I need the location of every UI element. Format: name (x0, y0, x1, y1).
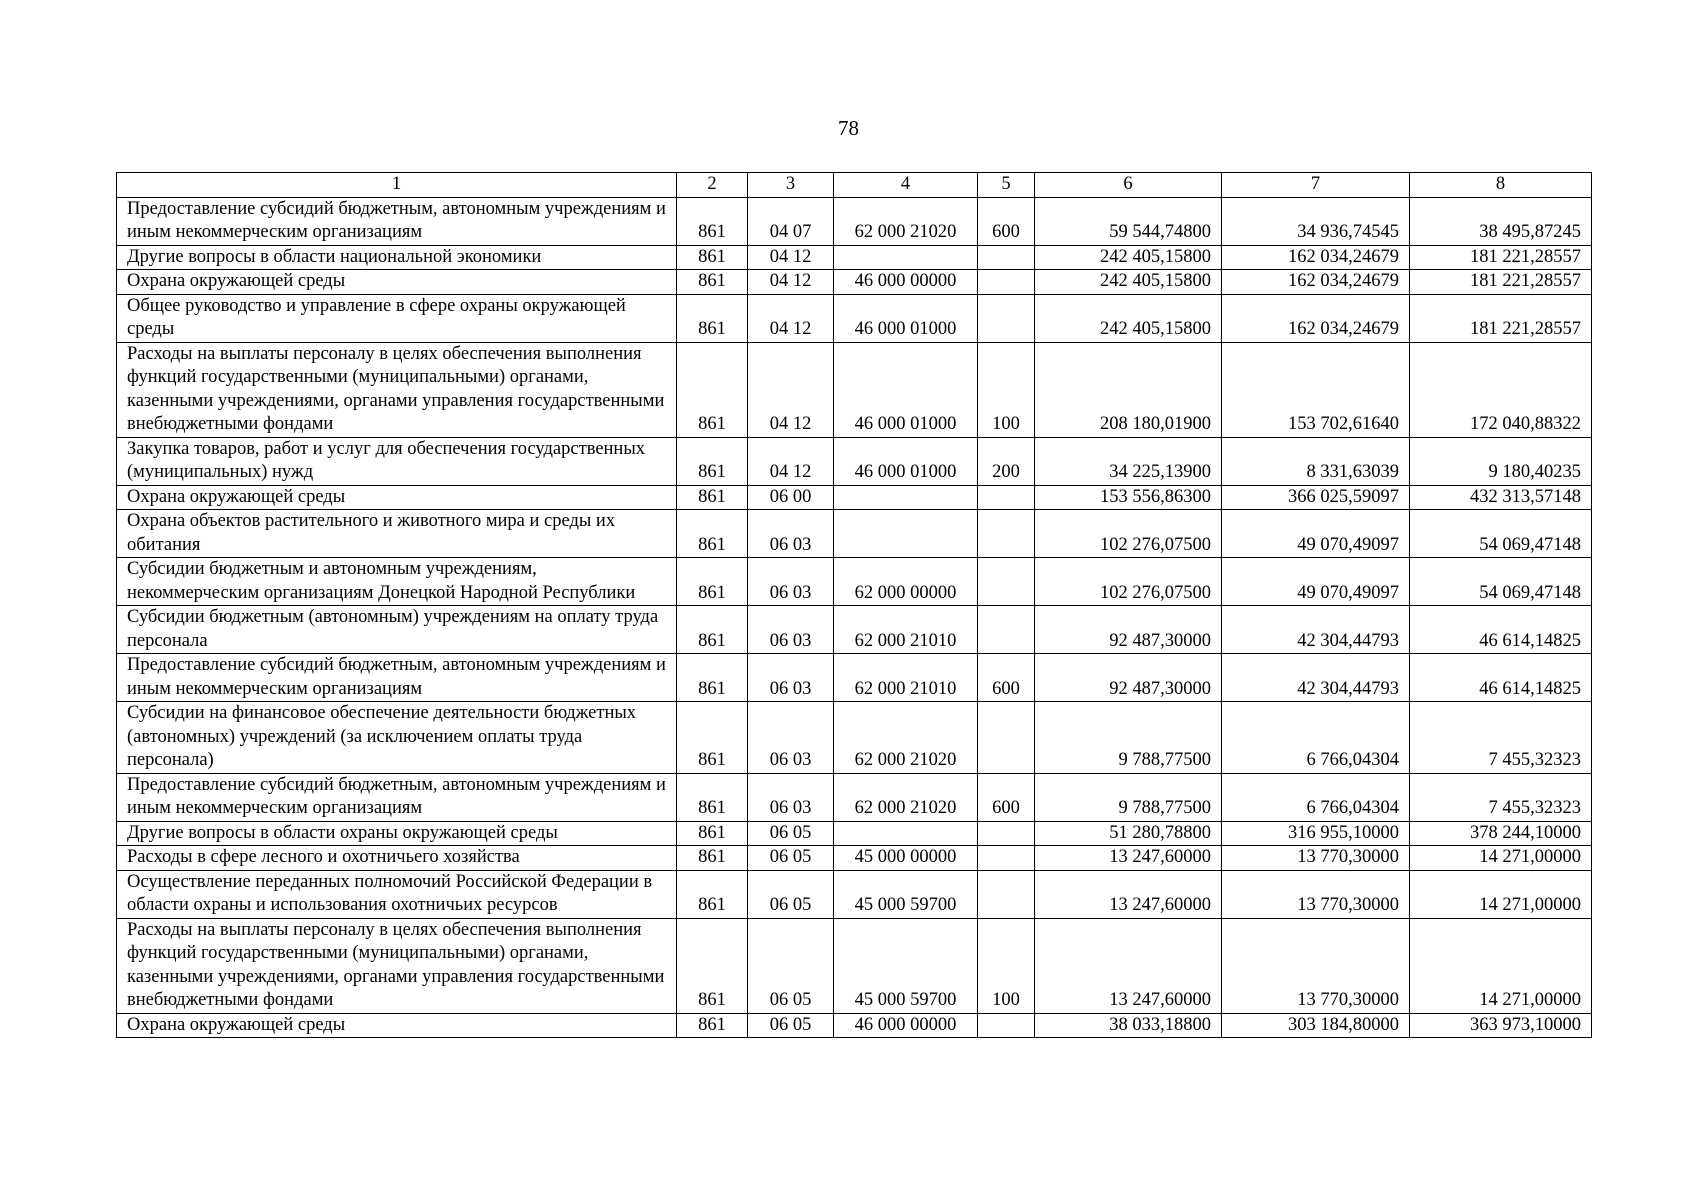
expense-name-cell: Другие вопросы в области национальной экономики (117, 245, 677, 270)
column-header: 8 (1410, 173, 1592, 198)
target-article-cell: 62 000 21010 (834, 654, 978, 702)
amount-cell: 59 544,74800 (1035, 197, 1222, 245)
section-code-cell: 06 03 (748, 654, 834, 702)
ministry-code-cell: 861 (677, 342, 748, 437)
expense-type-cell: 200 (978, 437, 1035, 485)
amount-cell: 38 495,87245 (1410, 197, 1592, 245)
table-row (117, 558, 1592, 606)
table-row (117, 245, 1592, 270)
section-code-cell: 06 00 (748, 485, 834, 510)
expense-type-cell (978, 485, 1035, 510)
amount-cell: 181 221,28557 (1410, 245, 1592, 270)
amount-cell: 92 487,30000 (1035, 606, 1222, 654)
amount-cell: 54 069,47148 (1410, 510, 1592, 558)
expense-type-cell (978, 821, 1035, 846)
target-article-cell: 46 000 00000 (834, 270, 978, 295)
table-row (117, 485, 1592, 510)
ministry-code-cell: 861 (677, 510, 748, 558)
expense-type-cell: 100 (978, 918, 1035, 1013)
amount-cell: 49 070,49097 (1222, 558, 1410, 606)
section-code-cell: 06 03 (748, 558, 834, 606)
expense-type-cell (978, 846, 1035, 871)
table-row (117, 918, 1592, 1013)
ministry-code-cell: 861 (677, 294, 748, 342)
amount-cell: 46 614,14825 (1410, 654, 1592, 702)
target-article-cell: 46 000 00000 (834, 1013, 978, 1038)
target-article-cell: 46 000 01000 (834, 294, 978, 342)
column-header: 1 (117, 173, 677, 198)
target-article-cell: 62 000 00000 (834, 558, 978, 606)
expense-type-cell: 100 (978, 342, 1035, 437)
ministry-code-cell: 861 (677, 1013, 748, 1038)
amount-cell: 13 247,60000 (1035, 918, 1222, 1013)
column-header: 5 (978, 173, 1035, 198)
ministry-code-cell: 861 (677, 773, 748, 821)
expense-name-cell: Охрана окружающей среды (117, 485, 677, 510)
expense-type-cell: 600 (978, 773, 1035, 821)
expense-type-cell (978, 510, 1035, 558)
target-article-cell: 45 000 00000 (834, 846, 978, 871)
ministry-code-cell: 861 (677, 485, 748, 510)
section-code-cell: 06 05 (748, 1013, 834, 1038)
table-row (117, 821, 1592, 846)
expense-name-cell: Предоставление субсидий бюджетным, автономным учреждениям и иным некоммерческим организациям (117, 197, 677, 245)
table-row (117, 437, 1592, 485)
amount-cell: 13 770,30000 (1222, 870, 1410, 918)
amount-cell: 8 331,63039 (1222, 437, 1410, 485)
expense-type-cell (978, 558, 1035, 606)
column-header: 4 (834, 173, 978, 198)
amount-cell: 13 770,30000 (1222, 918, 1410, 1013)
amount-cell: 9 180,40235 (1410, 437, 1592, 485)
table-body (117, 197, 1592, 1038)
amount-cell: 181 221,28557 (1410, 294, 1592, 342)
amount-cell: 42 304,44793 (1222, 606, 1410, 654)
amount-cell: 242 405,15800 (1035, 294, 1222, 342)
expense-type-cell (978, 270, 1035, 295)
column-header: 7 (1222, 173, 1410, 198)
amount-cell: 51 280,78800 (1035, 821, 1222, 846)
amount-cell: 7 455,32323 (1410, 702, 1592, 774)
expense-type-cell (978, 870, 1035, 918)
section-code-cell: 06 03 (748, 702, 834, 774)
expense-name-cell: Субсидии бюджетным и автономным учреждениям, некоммерческим организациям Донецкой Народной Республики (117, 558, 677, 606)
ministry-code-cell: 861 (677, 558, 748, 606)
expense-type-cell: 600 (978, 654, 1035, 702)
section-code-cell: 04 12 (748, 245, 834, 270)
amount-cell: 9 788,77500 (1035, 702, 1222, 774)
amount-cell: 6 766,04304 (1222, 702, 1410, 774)
budget-table (116, 172, 1592, 1038)
section-code-cell: 06 03 (748, 773, 834, 821)
amount-cell: 14 271,00000 (1410, 846, 1592, 871)
amount-cell: 102 276,07500 (1035, 510, 1222, 558)
ministry-code-cell: 861 (677, 606, 748, 654)
amount-cell: 181 221,28557 (1410, 270, 1592, 295)
ministry-code-cell: 861 (677, 197, 748, 245)
expense-name-cell: Общее руководство и управление в сфере охраны окружающей среды (117, 294, 677, 342)
target-article-cell: 45 000 59700 (834, 870, 978, 918)
table-row (117, 1013, 1592, 1038)
amount-cell: 13 247,60000 (1035, 870, 1222, 918)
amount-cell: 153 556,86300 (1035, 485, 1222, 510)
amount-cell: 363 973,10000 (1410, 1013, 1592, 1038)
section-code-cell: 06 05 (748, 821, 834, 846)
amount-cell: 208 180,01900 (1035, 342, 1222, 437)
amount-cell: 38 033,18800 (1035, 1013, 1222, 1038)
amount-cell: 14 271,00000 (1410, 870, 1592, 918)
target-article-cell: 46 000 01000 (834, 437, 978, 485)
ministry-code-cell: 861 (677, 870, 748, 918)
amount-cell: 242 405,15800 (1035, 245, 1222, 270)
target-article-cell: 45 000 59700 (834, 918, 978, 1013)
amount-cell: 316 955,10000 (1222, 821, 1410, 846)
expense-name-cell: Субсидии на финансовое обеспечение деятельности бюджетных (автономных) учреждений (за исключением оплаты труда персонала) (117, 702, 677, 774)
expense-name-cell: Закупка товаров, работ и услуг для обеспечения государственных (муниципальных) нужд (117, 437, 677, 485)
section-code-cell: 06 05 (748, 846, 834, 871)
table-row (117, 702, 1592, 774)
table-row (117, 270, 1592, 295)
amount-cell: 34 936,74545 (1222, 197, 1410, 245)
amount-cell: 9 788,77500 (1035, 773, 1222, 821)
column-header: 2 (677, 173, 748, 198)
table-row (117, 654, 1592, 702)
table-row (117, 773, 1592, 821)
expense-type-cell (978, 245, 1035, 270)
target-article-cell (834, 485, 978, 510)
table-row (117, 197, 1592, 245)
amount-cell: 7 455,32323 (1410, 773, 1592, 821)
table-row (117, 342, 1592, 437)
expense-name-cell: Предоставление субсидий бюджетным, автономным учреждениям и иным некоммерческим организациям (117, 654, 677, 702)
target-article-cell (834, 821, 978, 846)
ministry-code-cell: 861 (677, 846, 748, 871)
expense-name-cell: Осуществление переданных полномочий Российской Федерации в области охраны и использования охотничьих ресурсов (117, 870, 677, 918)
amount-cell: 92 487,30000 (1035, 654, 1222, 702)
amount-cell: 13 247,60000 (1035, 846, 1222, 871)
page-number: 78 (838, 116, 859, 140)
column-header: 3 (748, 173, 834, 198)
target-article-cell: 46 000 01000 (834, 342, 978, 437)
amount-cell: 46 614,14825 (1410, 606, 1592, 654)
amount-cell: 54 069,47148 (1410, 558, 1592, 606)
ministry-code-cell: 861 (677, 821, 748, 846)
section-code-cell: 06 03 (748, 510, 834, 558)
amount-cell: 378 244,10000 (1410, 821, 1592, 846)
section-code-cell: 06 03 (748, 606, 834, 654)
section-code-cell: 04 12 (748, 437, 834, 485)
ministry-code-cell: 861 (677, 245, 748, 270)
amount-cell: 42 304,44793 (1222, 654, 1410, 702)
section-code-cell: 04 12 (748, 342, 834, 437)
ministry-code-cell: 861 (677, 270, 748, 295)
expense-name-cell: Предоставление субсидий бюджетным, автономным учреждениям и иным некоммерческим организациям (117, 773, 677, 821)
expense-type-cell: 600 (978, 197, 1035, 245)
ministry-code-cell: 861 (677, 437, 748, 485)
expense-name-cell: Другие вопросы в области охраны окружающей среды (117, 821, 677, 846)
amount-cell: 153 702,61640 (1222, 342, 1410, 437)
target-article-cell (834, 245, 978, 270)
section-code-cell: 06 05 (748, 918, 834, 1013)
table-row (117, 510, 1592, 558)
amount-cell: 366 025,59097 (1222, 485, 1410, 510)
ministry-code-cell: 861 (677, 654, 748, 702)
expense-name-cell: Расходы на выплаты персоналу в целях обеспечения выполнения функций государственными (муниципальными) органами, казенными учреждениями, органами управления государственными внебюджетными фондами (117, 918, 677, 1013)
target-article-cell (834, 510, 978, 558)
expense-name-cell: Охрана окружающей среды (117, 270, 677, 295)
amount-cell: 13 770,30000 (1222, 846, 1410, 871)
ministry-code-cell: 861 (677, 918, 748, 1013)
amount-cell: 172 040,88322 (1410, 342, 1592, 437)
expense-type-cell (978, 1013, 1035, 1038)
target-article-cell: 62 000 21020 (834, 702, 978, 774)
expense-type-cell (978, 702, 1035, 774)
column-header: 6 (1035, 173, 1222, 198)
expense-type-cell (978, 606, 1035, 654)
section-code-cell: 04 12 (748, 294, 834, 342)
amount-cell: 14 271,00000 (1410, 918, 1592, 1013)
ministry-code-cell: 861 (677, 702, 748, 774)
column-number-header-row (117, 173, 1592, 198)
table-row (117, 294, 1592, 342)
expense-type-cell (978, 294, 1035, 342)
target-article-cell: 62 000 21020 (834, 773, 978, 821)
amount-cell: 242 405,15800 (1035, 270, 1222, 295)
table-row (117, 870, 1592, 918)
amount-cell: 34 225,13900 (1035, 437, 1222, 485)
amount-cell: 102 276,07500 (1035, 558, 1222, 606)
amount-cell: 432 313,57148 (1410, 485, 1592, 510)
amount-cell: 303 184,80000 (1222, 1013, 1410, 1038)
amount-cell: 49 070,49097 (1222, 510, 1410, 558)
amount-cell: 162 034,24679 (1222, 270, 1410, 295)
section-code-cell: 04 07 (748, 197, 834, 245)
expense-name-cell: Охрана окружающей среды (117, 1013, 677, 1038)
target-article-cell: 62 000 21010 (834, 606, 978, 654)
amount-cell: 162 034,24679 (1222, 245, 1410, 270)
table-row (117, 846, 1592, 871)
expense-name-cell: Субсидии бюджетным (автономным) учреждениям на оплату труда персонала (117, 606, 677, 654)
section-code-cell: 06 05 (748, 870, 834, 918)
expense-name-cell: Расходы на выплаты персоналу в целях обеспечения выполнения функций государственными (муниципальными) органами, казенными учреждениями, органами управления государственными внебюджетными фондами (117, 342, 677, 437)
amount-cell: 6 766,04304 (1222, 773, 1410, 821)
amount-cell: 162 034,24679 (1222, 294, 1410, 342)
expense-name-cell: Расходы в сфере лесного и охотничьего хозяйства (117, 846, 677, 871)
table-row (117, 606, 1592, 654)
section-code-cell: 04 12 (748, 270, 834, 295)
expense-name-cell: Охрана объектов растительного и животного мира и среды их обитания (117, 510, 677, 558)
target-article-cell: 62 000 21020 (834, 197, 978, 245)
